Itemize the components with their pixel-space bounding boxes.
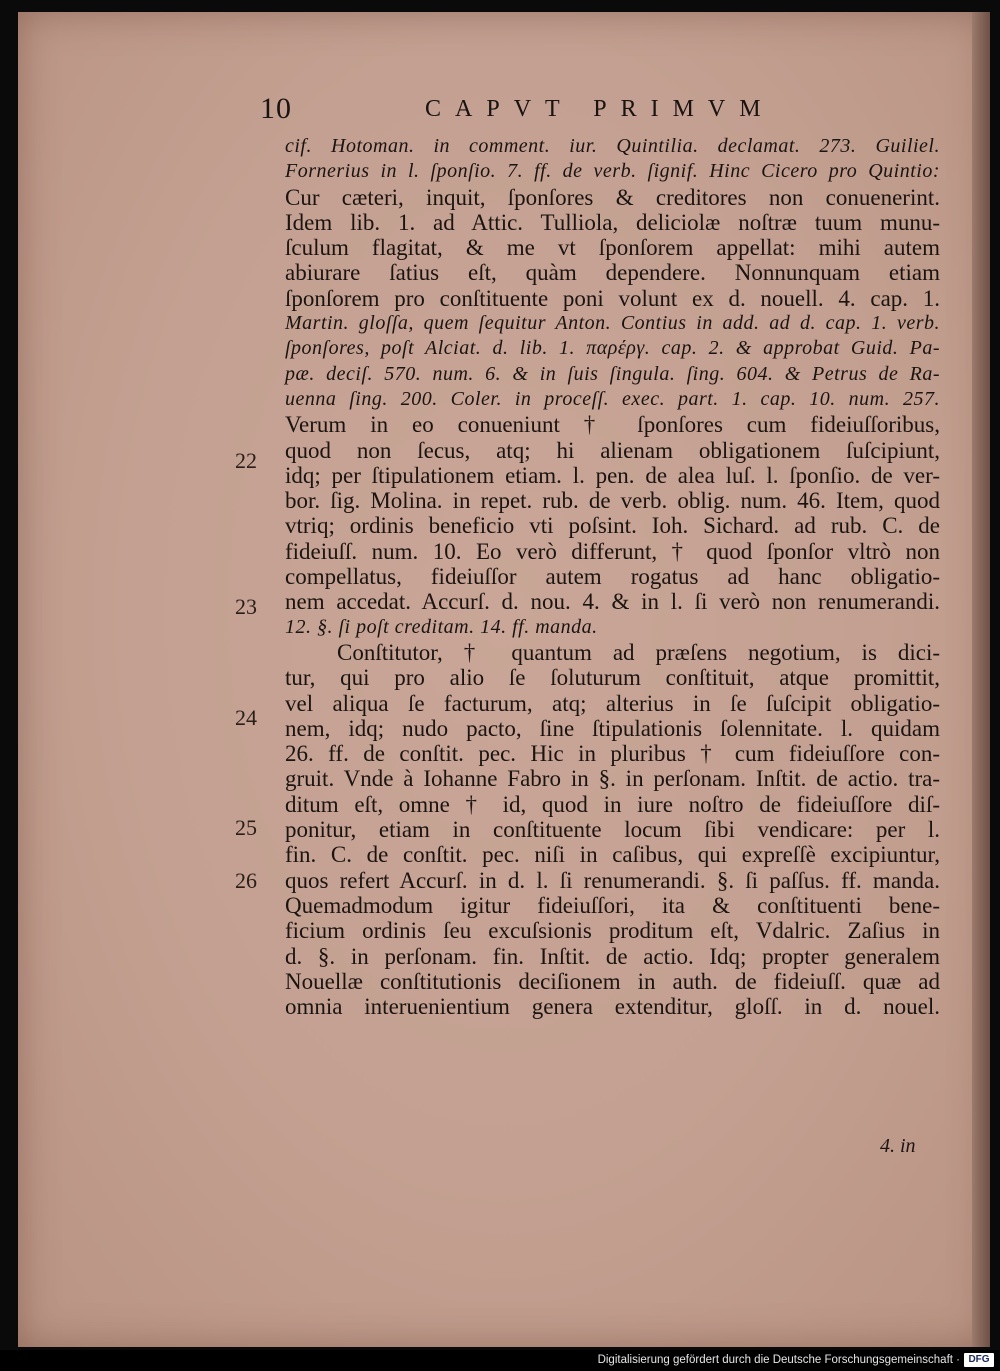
text-line: Idem lib. 1. ad Attic. Tulliola, deliciolæ noſtræ tuum munu-	[285, 209, 940, 235]
text-line: quos refert Accurſ. in d. l. ſi renumerandi. §. ſi paſſus. ff. manda.	[285, 867, 940, 893]
text-line: vtriq; ordinis beneficio vti poſsint. Ioh. Sichard. ad rub. C. de	[285, 513, 940, 539]
text-line: d. §. in perſonam. fin. Inſtit. de actio. Idq; propter generalem	[285, 943, 940, 969]
text-line: ficium ordinis ſeu excuſsionis proditum eſt, Vdalric. Zaſius in	[285, 918, 940, 944]
text-line: fin. C. de conſtit. pec. niſi in caſibus, qui expreſſè excipiuntur,	[285, 842, 940, 868]
text-line: Fornerius in l. ſponſio. 7. ff. de verb. ſignif. Hinc Cicero pro Quintio:	[285, 160, 940, 183]
text-line: tur, qui pro alio ſe ſoluturum conſtituit, atque promittit,	[285, 665, 940, 691]
catchword: 4. in	[880, 1135, 916, 1157]
page-number: 10	[260, 92, 292, 125]
text-line: nem, idq; nudo pacto, ſine ſtipulationis ſolennitate. l. quidam	[285, 715, 940, 741]
dfg-logo-icon: DFG	[964, 1353, 994, 1367]
margin-note-number: 24	[235, 705, 257, 730]
text-line: 26. ff. de conſtit. pec. Hic in pluribus † cum fideiuſſore con-	[285, 741, 940, 767]
text-line: Quemadmodum igitur fideiuſſori, ita & conſtituenti bene-	[285, 892, 940, 918]
text-line: abiurare ſatius eſt, quàm dependere. Nonnunquam etiam	[285, 260, 940, 286]
margin-note-number: 26	[235, 868, 257, 893]
text-line: fideiuſſ. num. 10. Eo verò differunt, † quod ſponſor vltrò non	[285, 538, 940, 564]
text-line: quod non ſecus, atq; hi alienam obligationem ſuſcipiunt,	[285, 437, 940, 463]
text-line: Nouellæ conſtitutionis deciſionem in auth. de fideiuſſ. quæ ad	[285, 968, 940, 994]
text-line: ſponſorem pro conſtituente poni volunt ex d. nouell. 4. cap. 1.	[285, 285, 940, 311]
text-line: ſponſores, poſt Alciat. d. lib. 1. παρέργ. cap. 2. & approbat Guid. Pa-	[285, 337, 940, 360]
page-header	[260, 92, 780, 132]
text-line: cif. Hotoman. in comment. iur. Quintilia. declamat. 273. Guiliel.	[285, 135, 940, 157]
page-edge-shadow	[972, 12, 990, 1347]
text-line: uenna ſing. 200. Coler. in proceſſ. exec. part. 1. cap. 10. num. 257.	[285, 387, 940, 410]
text-line: compellatus, fideiuſſor autem rogatus ad hanc obligatio-	[285, 564, 940, 590]
text-line: idq; per ſtipulationem etiam. l. pen. de alea luſ. l. ſponſio. de ver-	[285, 462, 940, 488]
margin-note-number: 22	[235, 448, 257, 473]
text-line: Conſtitutor, † quantum ad præſens negotium, is dici-	[337, 639, 940, 665]
text-line: pæ. deciſ. 570. num. 6. & in ſuis ſingula. ſing. 604. & Petrus de Ra-	[285, 362, 940, 385]
text-line: Verum in eo conueniunt † ſponſores cum fideiuſſoribus,	[285, 412, 940, 438]
credit-bar	[0, 1350, 1000, 1371]
text-line: gruit. Vnde à Iohanne Fabro in §. in perſonam. Inſtit. de actio. tra-	[285, 766, 940, 792]
margin-note-number: 23	[235, 594, 257, 619]
text-line: ditum eſt, omne † id, quod in iure noſtro de fideiuſſore diſ-	[285, 791, 940, 817]
text-line: ponitur, etiam in conſtituente locum ſibi vendicare: per l.	[285, 817, 940, 843]
text-line: Martin. gloſſa, quem ſequitur Anton. Contius in add. ad d. cap. 1. verb.	[285, 312, 940, 335]
text-line: ſculum flagitat, & me vt ſponſorem appellat: mihi autem	[285, 235, 940, 261]
text-line: 12. §. ſi poſt creditam. 14. ff. manda.	[285, 615, 598, 638]
text-line: bor. ſig. Molina. in repet. rub. de verb. oblig. num. 46. Item, quod	[285, 488, 940, 514]
credit-text: Digitalisierung gefördert durch die Deutsche Forschungsgemeinschaft ·	[597, 1354, 960, 1366]
text-line: nem accedat. Accurſ. d. nou. 4. & in l. ſi verò non renumerandi.	[285, 589, 940, 615]
running-head: CAPVT PRIMVM	[425, 96, 775, 122]
body-text	[285, 134, 940, 1019]
text-line: vel aliqua ſe facturum, atq; alterius in ſe ſuſcipit obligatio-	[285, 690, 940, 716]
text-line: Cur cæteri, inquit, ſponſores & creditores non conuenerint.	[285, 184, 940, 210]
text-line: omnia interuenientium genera extenditur, gloſſ. in d. nouel.	[285, 994, 940, 1020]
margin-note-number: 25	[235, 815, 257, 840]
